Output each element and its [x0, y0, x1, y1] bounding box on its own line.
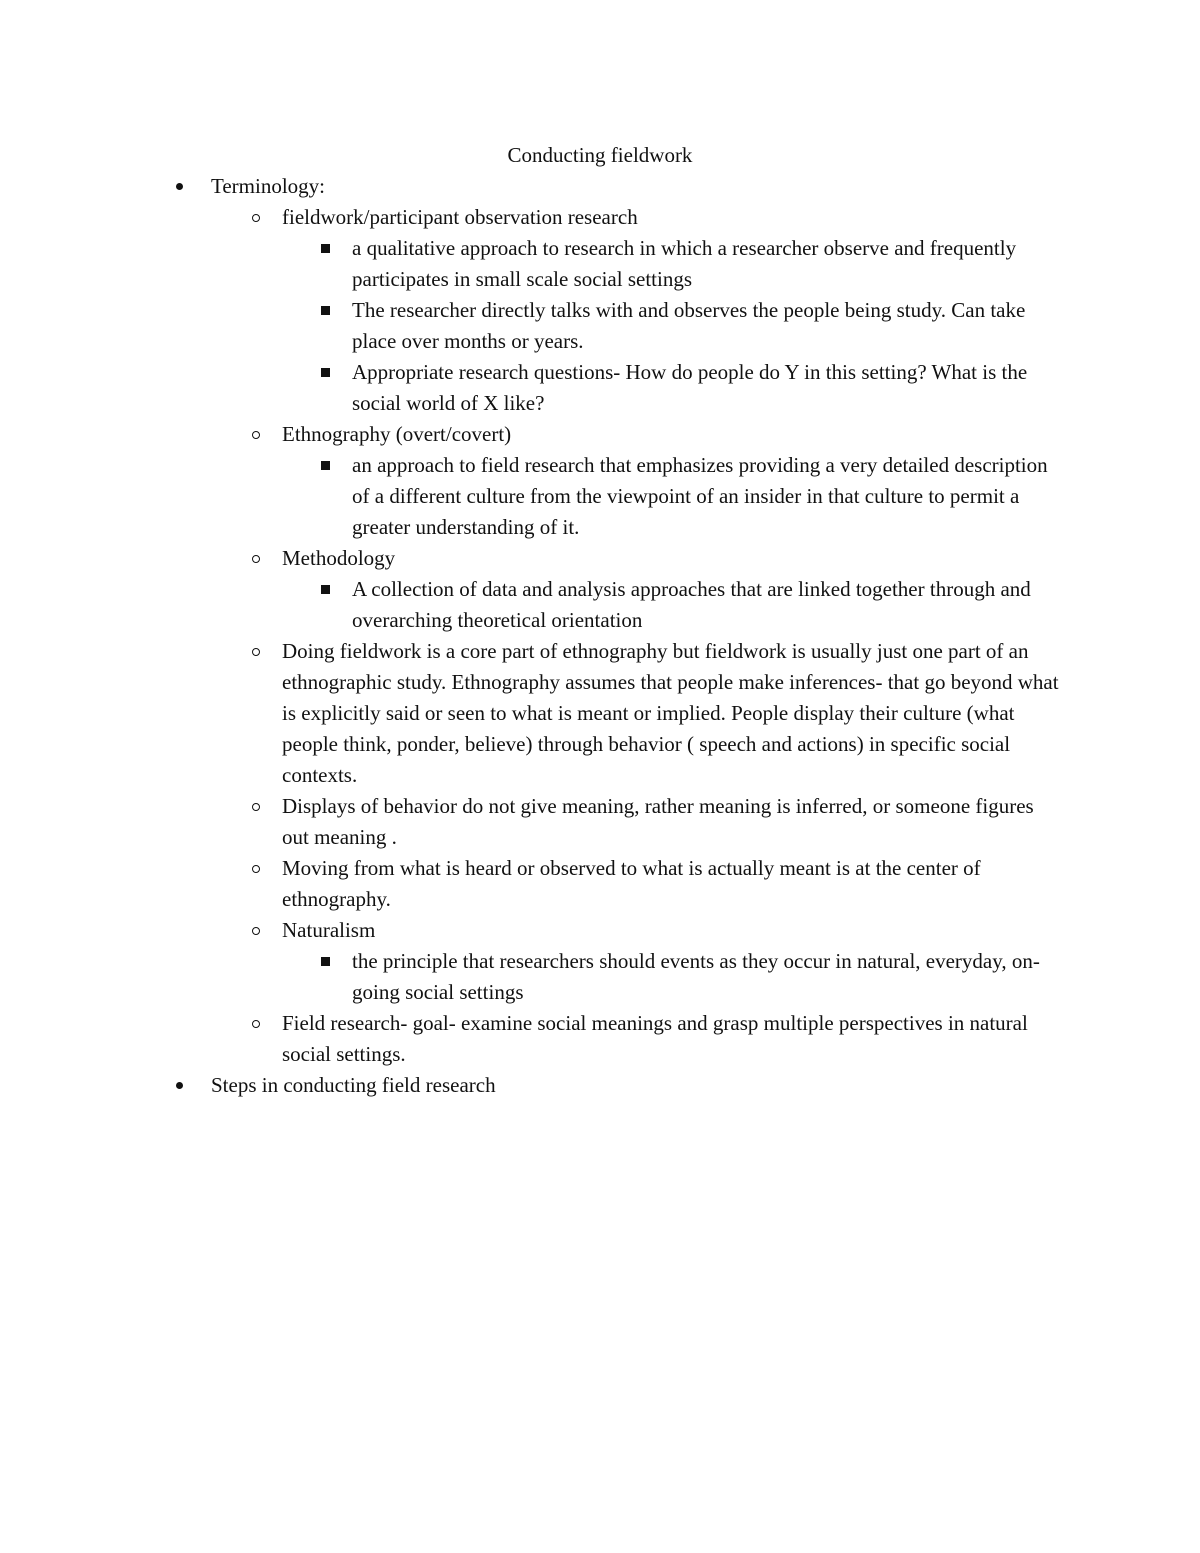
list-item-text: Displays of behavior do not give meaning, rather meaning is inferred, or someone figures out meaning .	[282, 794, 1034, 849]
filled-circle-bullet-icon	[172, 1070, 186, 1101]
list-item-text: Doing fieldwork is a core part of ethnography but fieldwork is usually just one part of an ethnographic study. Ethnography assumes that people make inferences- that go beyond what is explicitly said or seen to what is meant or implied. People display their culture (what people think, ponder, believe) through behavior ( speech and actions) in specific social contexts.	[282, 639, 1059, 787]
list-item-level-1	[211, 171, 1061, 202]
list-item-level-2	[282, 543, 1062, 574]
hollow-circle-bullet-icon	[249, 543, 263, 574]
hollow-circle-bullet-icon	[249, 1008, 263, 1039]
list-item-level-2	[282, 419, 1062, 450]
filled-circle-bullet-icon	[172, 171, 186, 202]
list-item-text: a qualitative approach to research in which a researcher observe and frequently participates in small scale social settings	[352, 236, 1017, 291]
hollow-circle-bullet-icon	[249, 853, 263, 884]
square-bullet-icon	[318, 233, 332, 264]
square-bullet-icon	[318, 295, 332, 326]
list-item-text: Field research- goal- examine social meanings and grasp multiple perspectives in natural social settings.	[282, 1011, 1028, 1066]
square-bullet-icon	[318, 574, 332, 605]
list-item-level-3	[352, 574, 1062, 636]
hollow-circle-bullet-icon	[249, 202, 263, 233]
list-item-text: Steps in conducting field research	[211, 1073, 496, 1097]
square-bullet-icon	[318, 946, 332, 977]
list-item-text: The researcher directly talks with and observes the people being study. Can take place over months or years.	[352, 298, 1026, 353]
square-bullet-icon	[318, 450, 332, 481]
list-item-text: Appropriate research questions- How do people do Y in this setting? What is the social world of X like?	[352, 360, 1028, 415]
list-item-level-2	[282, 202, 1062, 233]
list-item-text: Moving from what is heard or observed to what is actually meant is at the center of ethnography.	[282, 856, 981, 911]
list-item-level-2	[282, 915, 1062, 946]
square-bullet-icon	[318, 357, 332, 388]
hollow-circle-bullet-icon	[249, 791, 263, 822]
list-item-level-3	[352, 946, 1062, 1008]
list-item-text: an approach to field research that emphasizes providing a very detailed description of a different culture from the viewpoint of an insider in that culture to permit a greater understanding of it.	[352, 453, 1048, 539]
outline-list	[0, 171, 1200, 1101]
list-item-text: Naturalism	[282, 918, 376, 942]
list-item-level-1	[211, 1070, 1061, 1101]
list-item-level-2	[282, 791, 1062, 853]
list-item-level-2	[282, 636, 1062, 791]
document-title: Conducting fieldwork	[507, 143, 693, 167]
hollow-circle-bullet-icon	[249, 636, 263, 667]
list-item-text: Terminology:	[211, 174, 326, 198]
list-item-level-3	[352, 295, 1062, 357]
list-item-level-3	[352, 450, 1062, 543]
list-item-text: the principle that researchers should events as they occur in natural, everyday, on-going social settings	[352, 949, 1040, 1004]
list-item-level-2	[282, 1008, 1062, 1070]
list-item-text: A collection of data and analysis approaches that are linked together through and overarching theoretical orientation	[352, 577, 1031, 632]
list-item-level-3	[352, 233, 1062, 295]
list-item-level-2	[282, 853, 1062, 915]
list-item-text: Ethnography (overt/covert)	[282, 422, 512, 446]
list-item-text: fieldwork/participant observation research	[282, 205, 638, 229]
hollow-circle-bullet-icon	[249, 419, 263, 450]
list-item-level-3	[352, 357, 1062, 419]
hollow-circle-bullet-icon	[249, 915, 263, 946]
list-item-text: Methodology	[282, 546, 396, 570]
